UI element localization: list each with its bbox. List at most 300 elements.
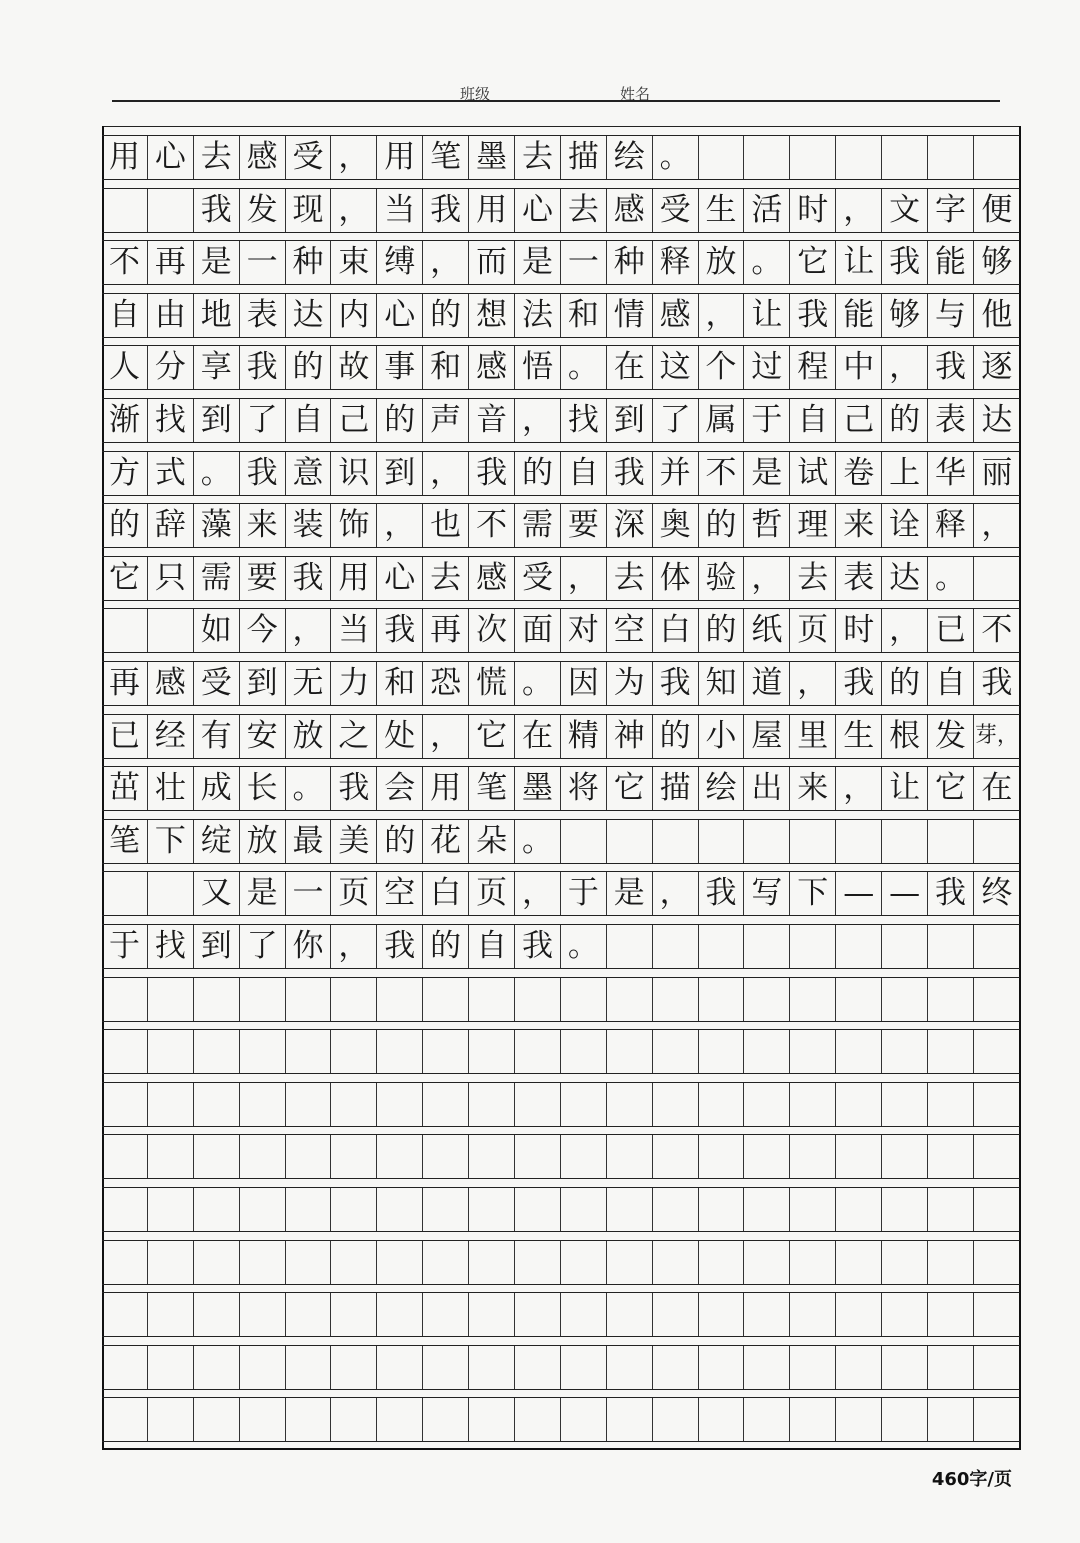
grid-cell: ， — [653, 872, 699, 915]
grid-cell — [423, 1135, 469, 1178]
grid-cell — [194, 1030, 240, 1073]
grid-cell: 。 — [561, 925, 607, 968]
grid-cell: 受 — [286, 136, 332, 179]
grid-cell — [469, 1346, 515, 1389]
grid-cell — [974, 820, 1020, 863]
grid-cell — [882, 1083, 928, 1126]
grid-cell: 由 — [148, 294, 194, 337]
grid-cell — [377, 1030, 423, 1073]
grid-cell — [699, 1188, 745, 1231]
grid-cell — [194, 1135, 240, 1178]
grid-cell: 今 — [240, 609, 286, 652]
grid-cell: 过 — [744, 346, 790, 389]
grid-cell: 再 — [423, 609, 469, 652]
grid-cell: 感 — [469, 557, 515, 600]
grid-cell: 。 — [515, 662, 561, 705]
grid-cell: 这 — [653, 346, 699, 389]
grid-cell — [423, 1398, 469, 1441]
grid-cell: ， — [331, 189, 377, 232]
grid-cell: 自 — [928, 662, 974, 705]
grid-cell: ， — [331, 925, 377, 968]
grid-cell: 让 — [744, 294, 790, 337]
grid-cell: 绘 — [607, 136, 653, 179]
grid-cell: 辞 — [148, 504, 194, 547]
grid-cell — [790, 1135, 836, 1178]
grid-cell: 。 — [286, 767, 332, 810]
grid-cell: 之 — [331, 715, 377, 758]
grid-cell: 会 — [377, 767, 423, 810]
grid-cell: 慌 — [469, 662, 515, 705]
grid-cell — [882, 1188, 928, 1231]
grid-cell — [331, 1083, 377, 1126]
grid-cell — [240, 1188, 286, 1231]
grid-cell: 我 — [653, 662, 699, 705]
grid-row — [102, 977, 1020, 1022]
grid-cell: 我 — [240, 346, 286, 389]
grid-cell: 我 — [286, 557, 332, 600]
grid-cell: 笔 — [423, 136, 469, 179]
grid-cell: ， — [423, 241, 469, 284]
grid-cell — [423, 1293, 469, 1336]
grid-cell — [469, 1398, 515, 1441]
grid-cell — [515, 1398, 561, 1441]
grid-row — [102, 556, 1020, 601]
grid-cell: ， — [515, 872, 561, 915]
grid-cell — [240, 1398, 286, 1441]
grid-cell: 经 — [148, 715, 194, 758]
grid-cell — [377, 1346, 423, 1389]
grid-cell: 写 — [744, 872, 790, 915]
grid-cell: 文 — [882, 189, 928, 232]
grid-cell: 故 — [331, 346, 377, 389]
grid-row — [102, 135, 1020, 180]
grid-cell: 又 — [194, 872, 240, 915]
grid-cell — [469, 1030, 515, 1073]
grid-cell — [240, 978, 286, 1021]
grid-cell — [423, 1346, 469, 1389]
grid-cell — [974, 1135, 1020, 1178]
grid-cell: 字 — [928, 189, 974, 232]
grid-cell — [699, 1083, 745, 1126]
grid-cell: ， — [836, 189, 882, 232]
grid-cell: 的 — [653, 715, 699, 758]
grid-cell — [469, 978, 515, 1021]
grid-cell: 他 — [981, 296, 1013, 333]
grid-cell — [469, 1293, 515, 1336]
grid-cell — [607, 1188, 653, 1231]
grid-cell — [836, 1346, 882, 1389]
grid-cell — [744, 136, 790, 179]
grid-cell — [194, 1188, 240, 1231]
grid-cell: 朵 — [469, 820, 515, 863]
grid-cell — [653, 1293, 699, 1336]
grid-cell: 我 — [607, 452, 653, 495]
grid-cell: 的 — [102, 504, 148, 547]
grid-cell: 于 — [744, 399, 790, 442]
grid-cell — [286, 978, 332, 1021]
grid-cell: 的 — [377, 399, 423, 442]
grid-cell — [974, 1083, 1020, 1126]
grid-cell — [790, 1241, 836, 1284]
grid-cell — [882, 1241, 928, 1284]
grid-cell: 我 — [377, 925, 423, 968]
grid-cell: 已 — [102, 715, 148, 758]
grid-cell: 程 — [790, 346, 836, 389]
grid-cell: ， — [882, 346, 928, 389]
grid-cell: 到 — [194, 925, 240, 968]
grid-cell: 描 — [653, 767, 699, 810]
grid-cell — [286, 1293, 332, 1336]
grid-cell: 人 — [102, 346, 148, 389]
grid-cell: 。 — [928, 557, 974, 600]
grid-cell — [377, 1188, 423, 1231]
grid-cell: 的 — [699, 609, 745, 652]
grid-cell: 深 — [607, 504, 653, 547]
grid-cell — [423, 978, 469, 1021]
grid-cell: 发 — [240, 189, 286, 232]
class-label: 班级 — [460, 85, 491, 103]
grid-cell: 我 — [928, 346, 974, 389]
grid-cell: 知 — [699, 662, 745, 705]
grid-cell: 感 — [469, 346, 515, 389]
grid-cell: 我 — [469, 452, 515, 495]
grid-cell — [836, 925, 882, 968]
grid-cell: 。 — [653, 136, 699, 179]
grid-cell: 再 — [148, 241, 194, 284]
grid-cell: 体 — [653, 557, 699, 600]
grid-cell: 笔 — [469, 767, 515, 810]
grid-cell — [790, 978, 836, 1021]
grid-cell — [928, 1135, 974, 1178]
grid-cell: 长 — [240, 767, 286, 810]
grid-cell: 成 — [194, 767, 240, 810]
grid-cell — [469, 1241, 515, 1284]
grid-cell: — — [882, 872, 928, 915]
grid-cell: 用 — [377, 136, 423, 179]
grid-cell: 受 — [515, 557, 561, 600]
grid-cell — [148, 1083, 194, 1126]
grid-cell: 是 — [744, 452, 790, 495]
grid-cell: 与 — [928, 294, 974, 337]
grid-cell: 。 — [744, 241, 790, 284]
grid-cell: — — [836, 872, 882, 915]
grid-cell: 要 — [561, 504, 607, 547]
grid-cell — [102, 1346, 148, 1389]
grid-row — [102, 661, 1020, 706]
grid-cell — [286, 1346, 332, 1389]
grid-row — [102, 398, 1020, 443]
grid-cell: 我 — [240, 452, 286, 495]
grid-cell — [102, 1241, 148, 1284]
grid-cell — [836, 1135, 882, 1178]
grid-cell — [653, 1398, 699, 1441]
grid-cell — [240, 1135, 286, 1178]
grid-cell: 方 — [102, 452, 148, 495]
grid-cell — [882, 1135, 928, 1178]
grid-cell: 受 — [653, 189, 699, 232]
grid-cell: 我 — [882, 241, 928, 284]
grid-cell: 空 — [377, 872, 423, 915]
grid-cell — [974, 557, 1020, 600]
grid-cell: ， — [515, 399, 561, 442]
grid-cell: ， — [331, 136, 377, 179]
grid-cell: 的 — [423, 294, 469, 337]
grid-cell: 达 — [882, 557, 928, 600]
grid-cell: 为 — [607, 662, 653, 705]
grid-row — [102, 345, 1020, 390]
grid-cell — [699, 136, 745, 179]
grid-cell: 的 — [423, 925, 469, 968]
grid-cell: 恐 — [423, 662, 469, 705]
grid-cell — [974, 1241, 1020, 1284]
grid-cell: 法 — [515, 294, 561, 337]
grid-cell — [836, 1083, 882, 1126]
grid-cell: 你 — [286, 925, 332, 968]
grid-cell: 放 — [286, 715, 332, 758]
grid-cell: 心 — [377, 557, 423, 600]
grid-cell — [836, 1293, 882, 1336]
grid-cell: 墨 — [515, 767, 561, 810]
grid-cell — [561, 1398, 607, 1441]
grid-cell: ， — [561, 557, 607, 600]
grid-cell: 验 — [699, 557, 745, 600]
grid-cell: 受 — [194, 662, 240, 705]
header-rule — [112, 100, 1000, 102]
grid-cell — [102, 1293, 148, 1336]
grid-cell: 纸 — [744, 609, 790, 652]
grid-cell: 不 — [469, 504, 515, 547]
grid-cell: 一 — [286, 872, 332, 915]
grid-cell: 有 — [194, 715, 240, 758]
grid-cell: 声 — [423, 399, 469, 442]
grid-cell: ， — [286, 609, 332, 652]
grid-cell — [790, 1188, 836, 1231]
grid-cell: 我 — [377, 609, 423, 652]
grid-cell — [699, 820, 745, 863]
grid-row — [102, 188, 1020, 233]
grid-cell: 神 — [607, 715, 653, 758]
grid-cell: 空 — [607, 609, 653, 652]
grid-cell — [423, 1083, 469, 1126]
grid-cell: 饰 — [331, 504, 377, 547]
grid-cell: 情 — [607, 294, 653, 337]
grid-cell — [744, 1293, 790, 1336]
grid-cell: 花 — [423, 820, 469, 863]
grid-cell: 去 — [515, 136, 561, 179]
grid-cell — [882, 136, 928, 179]
grid-cell: 它 — [607, 767, 653, 810]
grid-row — [102, 819, 1020, 864]
grid-cell: 根 — [882, 715, 928, 758]
grid-cell — [561, 1293, 607, 1336]
grid-cell: 我 — [836, 662, 882, 705]
grid-cell — [240, 1030, 286, 1073]
grid-cell — [744, 1188, 790, 1231]
grid-cell: 够 — [981, 244, 1013, 281]
grid-row — [102, 503, 1020, 548]
grid-cell — [331, 1346, 377, 1389]
grid-cell: 绘 — [699, 767, 745, 810]
grid-cell: 是 — [240, 872, 286, 915]
grid-cell: 缚 — [377, 241, 423, 284]
grid-cell: 面 — [515, 609, 561, 652]
grid-cell — [699, 1241, 745, 1284]
grid-cell — [469, 1083, 515, 1126]
grid-cell: 我 — [928, 872, 974, 915]
grid-cell — [331, 1135, 377, 1178]
grid-cell: 的 — [882, 662, 928, 705]
grid-cell — [286, 1188, 332, 1231]
grid-cell — [928, 978, 974, 1021]
grid-cell — [836, 1188, 882, 1231]
grid-cell: 白 — [653, 609, 699, 652]
grid-cell — [102, 609, 148, 652]
grid-cell: 地 — [194, 294, 240, 337]
grid-cell — [790, 136, 836, 179]
grid-cell — [607, 1241, 653, 1284]
grid-cell: 哲 — [744, 504, 790, 547]
grid-cell — [102, 1398, 148, 1441]
grid-cell: 感 — [148, 662, 194, 705]
grid-cell: ， — [423, 715, 469, 758]
grid-cell: 意 — [286, 452, 332, 495]
grid-cell: ， — [790, 662, 836, 705]
grid-cell: 芽， — [974, 723, 1019, 749]
grid-cell: 处 — [377, 715, 423, 758]
grid-cell: 自 — [561, 452, 607, 495]
grid-cell — [102, 872, 148, 915]
grid-cell — [377, 1135, 423, 1178]
grid-cell — [148, 609, 194, 652]
grid-cell — [240, 1293, 286, 1336]
grid-cell — [928, 1346, 974, 1389]
grid-cell — [515, 1083, 561, 1126]
grid-cell: 只 — [148, 557, 194, 600]
grid-cell — [194, 1293, 240, 1336]
grid-cell: 一 — [561, 241, 607, 284]
grid-cell — [744, 1398, 790, 1441]
grid-cell — [331, 1293, 377, 1336]
grid-cell: 理 — [790, 504, 836, 547]
grid-cell: 了 — [653, 399, 699, 442]
grid-cell: 的 — [515, 452, 561, 495]
grid-row — [102, 1345, 1020, 1390]
grid-cell — [194, 978, 240, 1021]
grid-cell — [194, 1346, 240, 1389]
grid-cell — [102, 1030, 148, 1073]
grid-cell — [836, 1398, 882, 1441]
grid-cell: 屋 — [744, 715, 790, 758]
grid-cell: 去 — [607, 557, 653, 600]
grid-cell: 里 — [790, 715, 836, 758]
grid-cell — [515, 1346, 561, 1389]
grid-cell: 心 — [377, 294, 423, 337]
grid-cell: ， — [744, 557, 790, 600]
grid-cell — [515, 1135, 561, 1178]
grid-row — [102, 1134, 1020, 1179]
grid-row — [102, 871, 1020, 916]
grid-cell — [744, 820, 790, 863]
grid-cell: 下 — [148, 820, 194, 863]
grid-cell: 出 — [744, 767, 790, 810]
grid-cell: 上 — [882, 452, 928, 495]
grid-cell: 因 — [561, 662, 607, 705]
grid-cell: 精 — [561, 715, 607, 758]
grid-cell: 享 — [194, 346, 240, 389]
grid-cell — [744, 1135, 790, 1178]
grid-cell: 美 — [331, 820, 377, 863]
grid-cell: 用 — [331, 557, 377, 600]
grid-cell — [836, 136, 882, 179]
grid-cell — [744, 1346, 790, 1389]
grid-cell — [790, 1030, 836, 1073]
grid-row — [102, 1029, 1020, 1074]
grid-cell — [607, 1346, 653, 1389]
grid-cell: 时 — [790, 189, 836, 232]
grid-cell: 在 — [981, 770, 1013, 807]
grid-cell: 要 — [240, 557, 286, 600]
grid-cell: ， — [981, 507, 1013, 544]
grid-cell: 而 — [469, 241, 515, 284]
grid-cell: 释 — [928, 504, 974, 547]
grid-cell: 用 — [423, 767, 469, 810]
grid-cell — [286, 1083, 332, 1126]
grid-cell: 次 — [469, 609, 515, 652]
grid-cell: 了 — [240, 925, 286, 968]
grid-cell: 识 — [331, 452, 377, 495]
grid-cell: 壮 — [148, 767, 194, 810]
grid-cell: 无 — [286, 662, 332, 705]
grid-cell — [286, 1398, 332, 1441]
grid-cell: 茁 — [102, 767, 148, 810]
grid-cell — [423, 1241, 469, 1284]
grid-cell — [974, 1188, 1020, 1231]
grid-cell: 去 — [790, 557, 836, 600]
grid-cell — [699, 1398, 745, 1441]
grid-cell — [148, 872, 194, 915]
grid-cell: 当 — [377, 189, 423, 232]
grid-cell: 式 — [148, 452, 194, 495]
grid-cell — [744, 1030, 790, 1073]
grid-cell: 于 — [561, 872, 607, 915]
grid-cell: 当 — [331, 609, 377, 652]
grid-cell — [928, 820, 974, 863]
grid-cell — [607, 1083, 653, 1126]
grid-cell — [102, 1135, 148, 1178]
grid-cell — [882, 978, 928, 1021]
grid-cell: 不 — [699, 452, 745, 495]
grid-cell — [148, 1346, 194, 1389]
grid-cell: 对 — [561, 609, 607, 652]
grid-cell — [836, 978, 882, 1021]
grid-cell: 找 — [148, 399, 194, 442]
grid-cell: 来 — [836, 504, 882, 547]
grid-row — [102, 1292, 1020, 1337]
grid-cell: 诠 — [882, 504, 928, 547]
grid-cell — [653, 1241, 699, 1284]
grid-cell — [331, 1398, 377, 1441]
grid-cell — [561, 1346, 607, 1389]
grid-cell: 音 — [469, 399, 515, 442]
grid-cell — [790, 1398, 836, 1441]
grid-cell — [331, 1030, 377, 1073]
grid-cell — [882, 925, 928, 968]
grid-cell — [607, 1293, 653, 1336]
grid-cell: 渐 — [102, 399, 148, 442]
grid-cell — [653, 925, 699, 968]
grid-cell: ， — [423, 452, 469, 495]
grid-cell: 和 — [377, 662, 423, 705]
